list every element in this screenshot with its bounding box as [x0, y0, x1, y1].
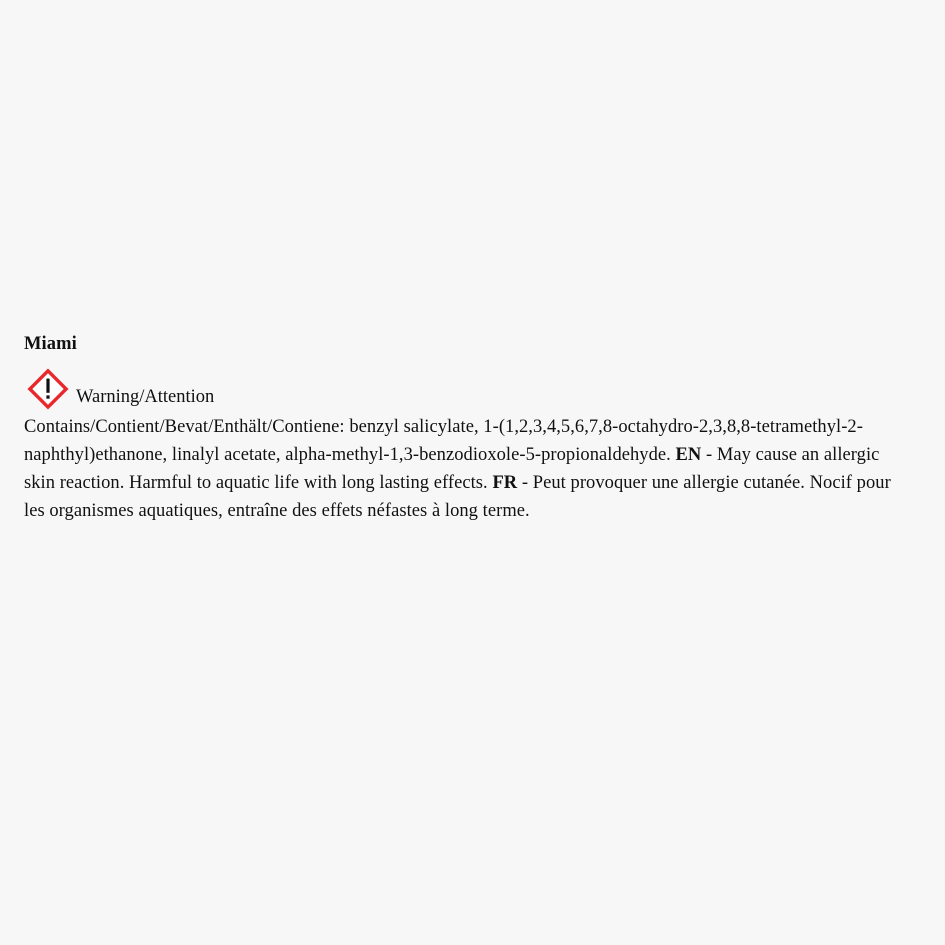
product-label-block [24, 332, 912, 525]
contains-label: Contains/Contient/Bevat/Enthält/Contiene: [24, 416, 345, 437]
hazard-text-fr: - Peut provoquer une allergie cutanée. Nocif pour les organismes aquatiques, entraîne des effets néfastes à long terme. [24, 473, 891, 522]
ingredient-list: benzyl salicylate, 1-(1,2,3,4,5,6,7,8-octahydro-2,3,8,8-tetramethyl-2-naphthyl)ethanone, linalyl acetate, alpha-methyl-1,3-benzodioxole-5-propionaldehyde. [24, 416, 863, 466]
signal-word-text: Warning/Attention [76, 386, 215, 407]
hazard-statement-paragraph [24, 413, 912, 525]
language-tag-en: EN [675, 445, 702, 466]
hazard-text-en: - May cause an allergic skin reaction. Harmful to aquatic life with long lasting effects. [24, 445, 880, 494]
page-title: Miami [24, 334, 77, 354]
signal-word-row [24, 365, 912, 413]
ghs-exclamation-mark-pictogram [24, 365, 72, 413]
language-tag-fr: FR [492, 473, 518, 494]
